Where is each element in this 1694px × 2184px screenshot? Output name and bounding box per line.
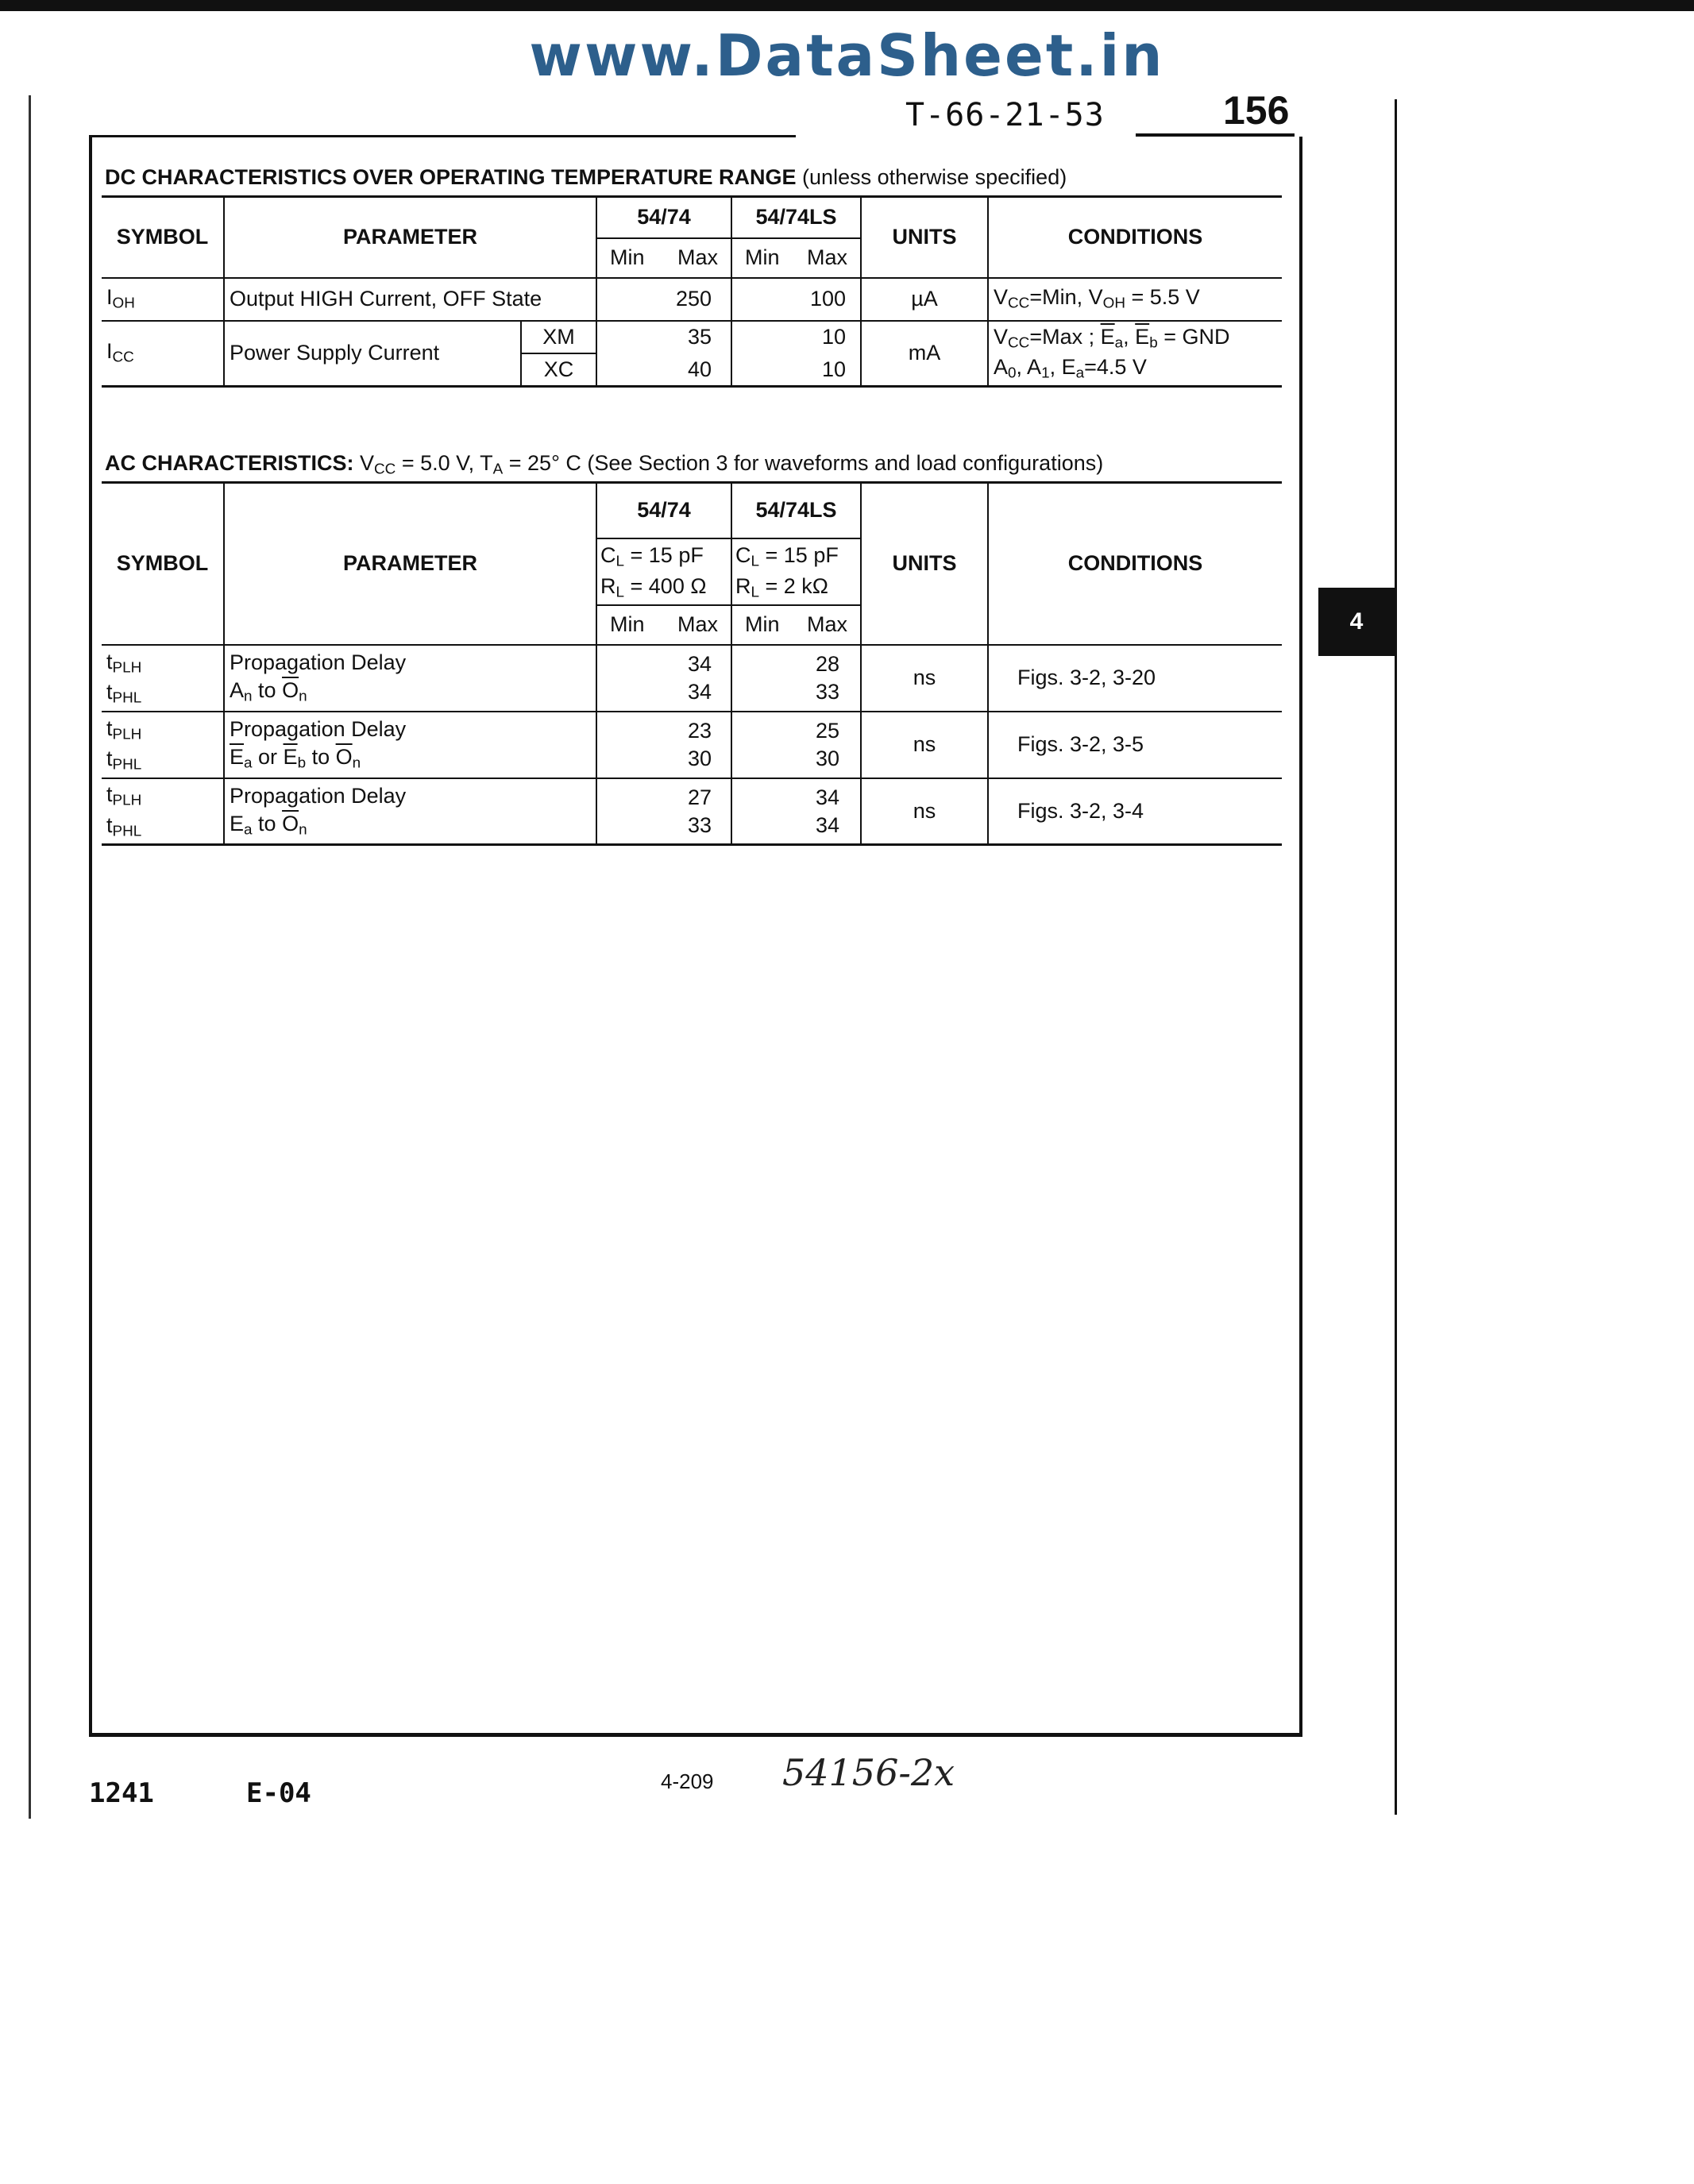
param-icc: Power Supply Current	[224, 321, 521, 387]
icc-xm-5474: 35	[596, 321, 731, 354]
left-margin-rule	[29, 95, 31, 1819]
dc-minmax-5474: Min Max	[596, 238, 731, 278]
dc-header-units: UNITS	[861, 197, 988, 278]
ioh-max-5474: 250	[596, 278, 731, 321]
ac-row-ea-to-on	[102, 778, 1282, 845]
ac-symbol-cell: $t_{PLH}$ $t_{PHL}$	[102, 712, 224, 778]
dc-header-5474: 54/74	[596, 197, 731, 238]
dc-header-parameter: PARAMETER	[224, 197, 596, 278]
handwritten-note: 54156-2x	[782, 1751, 955, 1794]
dc-row-icc-xm	[102, 321, 1282, 354]
ac-conditions: Figs. 3-2, 3-4	[988, 778, 1282, 845]
icc-conditions: $V_{CC}=Max$ ; $\overline{E}_a$, $\overline{E}_b$ = GND $A_0$, $A_1$, $E_a=4.5$ V	[988, 321, 1282, 387]
ioh-max-5474ls: 100	[731, 278, 861, 321]
icc-xc-5474ls: 10	[731, 353, 861, 387]
ac-conditions: Figs. 3-2, 3-5	[988, 712, 1282, 778]
ac-symbol-cell: $t_{PLH}$ $t_{PHL}$	[102, 645, 224, 712]
ac-header-5474: 54/74	[596, 483, 731, 538]
ac-units: ns	[861, 645, 988, 712]
document-code: T-66-21-53	[905, 97, 1105, 133]
icc-xm-label: XM	[521, 321, 596, 354]
ac-5474-values: 27 33	[596, 778, 731, 845]
ac-header-parameter: PARAMETER	[224, 483, 596, 645]
ac-5474-values: 23 30	[596, 712, 731, 778]
icc-xm-5474ls: 10	[731, 321, 861, 354]
ac-5474ls-values: 25 30	[731, 712, 861, 778]
ac-param-cell: Propagation Delay $E_a$ to $\overline{O}_n$	[224, 778, 596, 845]
ac-minmax-5474: Min Max	[596, 605, 731, 645]
dc-title-bold: DC CHARACTERISTICS OVER OPERATING TEMPERATURE RANGE	[105, 165, 797, 189]
ac-units: ns	[861, 778, 988, 845]
dc-header-conditions: CONDITIONS	[988, 197, 1282, 278]
ac-5474-values: 34 34	[596, 645, 731, 712]
param-ioh: Output HIGH Current, OFF State	[224, 278, 596, 321]
ac-symbol-cell: $t_{PLH}$ $t_{PHL}$	[102, 778, 224, 845]
ac-param-cell: Propagation Delay $\overline{E}_a$ or $\overline{E}_b$ to $\overline{O}_n$	[224, 712, 596, 778]
dc-title-note: (unless otherwise specified)	[796, 165, 1067, 189]
ac-units: ns	[861, 712, 988, 778]
ac-param-cell: Propagation Delay $A_n$ to $\overline{O}_n$	[224, 645, 596, 712]
ac-row-an-to-on	[102, 645, 1282, 712]
ac-minmax-5474ls: Min Max	[731, 605, 861, 645]
ac-load-5474ls: $C_L = 15$ pF $R_L = 2$ kΩ	[731, 538, 861, 605]
footer-code-2: E-04	[246, 1777, 311, 1809]
ac-load-5474: $C_L = 15$ pF $R_L = 400$ Ω	[596, 538, 731, 605]
ac-5474ls-values: 34 34	[731, 778, 861, 845]
dc-minmax-5474ls: Min Max	[731, 238, 861, 278]
right-margin-rule	[1395, 99, 1397, 1815]
symbol-icc: $I_{CC}$	[102, 321, 224, 387]
ac-header-symbol: SYMBOL	[102, 483, 224, 645]
ac-row-ea-eb-to-on	[102, 712, 1282, 778]
dc-row-ioh	[102, 278, 1282, 321]
ac-conditions: Figs. 3-2, 3-20	[988, 645, 1282, 712]
footer-code-1: 1241	[89, 1777, 154, 1809]
dc-header-5474ls: 54/74LS	[731, 197, 861, 238]
section-tab: 4	[1318, 588, 1395, 656]
ac-header-5474ls: 54/74LS	[731, 483, 861, 538]
icc-xc-label: XC	[521, 353, 596, 387]
ac-header-units: UNITS	[861, 483, 988, 645]
symbol-ioh: $I_{OH}$	[102, 278, 224, 321]
dc-characteristics-table	[102, 195, 1282, 388]
ac-5474ls-values: 28 33	[731, 645, 861, 712]
ac-section-title: AC CHARACTERISTICS: $V_{CC} = 5.0$ V, $T_A = 25^\circ$ C (See Section 3 for waveforms and load configurations)	[105, 451, 1104, 478]
ac-title-bold: AC CHARACTERISTICS:	[105, 451, 354, 475]
footer-page-number: 4-209	[661, 1769, 714, 1793]
dc-header-symbol: SYMBOL	[102, 197, 224, 278]
dc-section-title	[105, 165, 1067, 190]
ioh-conditions: $V_{CC}=Min$, $V_{OH} = 5.5$ V	[988, 278, 1282, 321]
top-border	[0, 0, 1694, 11]
page-number: 156	[1223, 88, 1290, 133]
ac-header-conditions: CONDITIONS	[988, 483, 1282, 645]
icc-xc-5474: 40	[596, 353, 731, 387]
watermark: www.DataSheet.in	[529, 22, 1165, 89]
ioh-units: µA	[861, 278, 988, 321]
ac-characteristics-table	[102, 481, 1282, 846]
icc-units: mA	[861, 321, 988, 387]
